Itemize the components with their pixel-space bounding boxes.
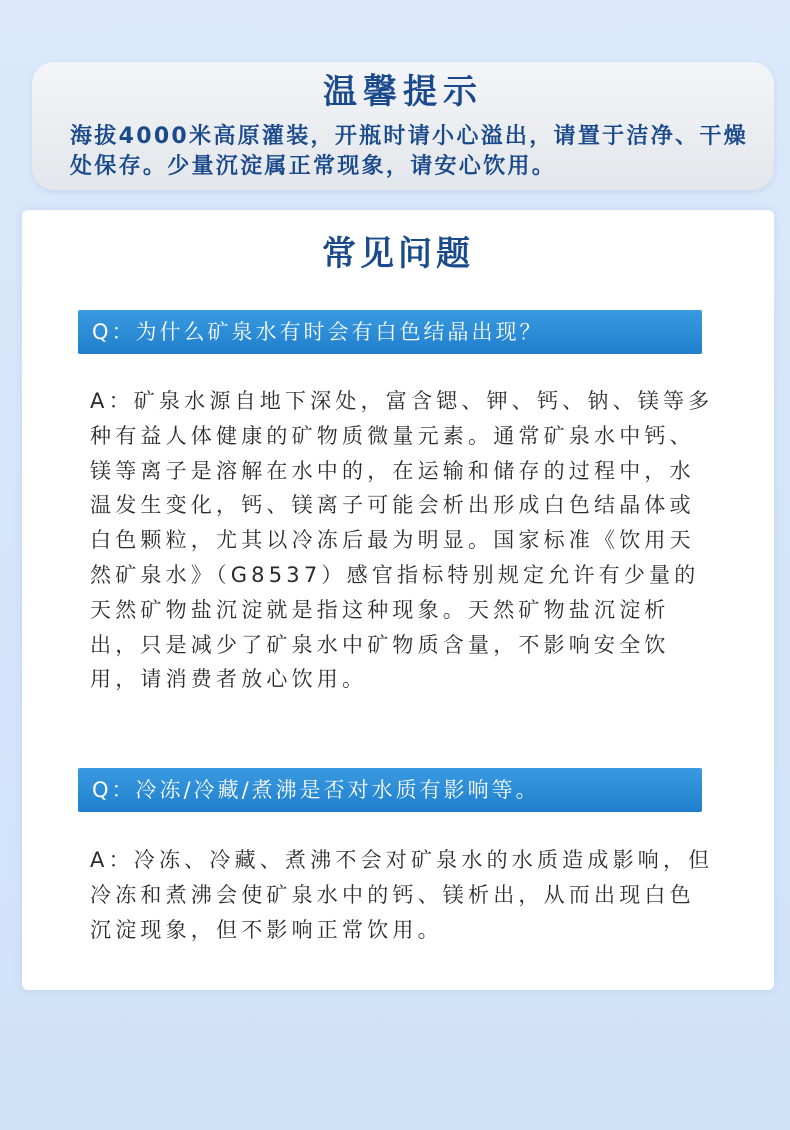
notice-title: 温馨提示: [323, 72, 483, 112]
notice-card: [32, 62, 774, 190]
faq-question-1: Q：为什么矿泉水有时会有白色结晶出现？: [78, 310, 702, 354]
faq-card: [22, 210, 774, 990]
faq-answer-1: A：矿泉水源自地下深处，富含锶、钾、钙、钠、镁等多种有益人体健康的矿物质微量元素。通常矿泉水中钙、镁等离子是溶解在水中的，在运输和储存的过程中，水温发生变化，钙、镁离子可能会析出形成白色结晶体或白色颗粒，尤其以冷冻后最为明显。国家标准《饮用天然矿泉水》（G8537）感官指标特别规定允许有少量的天然矿物盐沉淀就是指这种现象。天然矿物盐沉淀析出，只是减少了矿泉水中矿物质含量，不影响安全饮用，请消费者放心饮用。: [90, 389, 714, 692]
notice-text: 海拔4000米高原灌装，开瓶时请小心溢出，请置于洁净、干燥处保存。少量沉淀属正常现象，请安心饮用。: [70, 124, 748, 179]
faq-title: 常见问题: [322, 234, 474, 274]
faq-answer-2: A：冷冻、冷藏、煮沸不会对矿泉水的水质造成影响，但冷冻和煮沸会使矿泉水中的钙、镁析出，从而出现白色沉淀现象，但不影响正常饮用。: [90, 848, 714, 942]
faq-question-2: Q：冷冻/冷藏/煮沸是否对水质有影响等。: [78, 768, 702, 812]
